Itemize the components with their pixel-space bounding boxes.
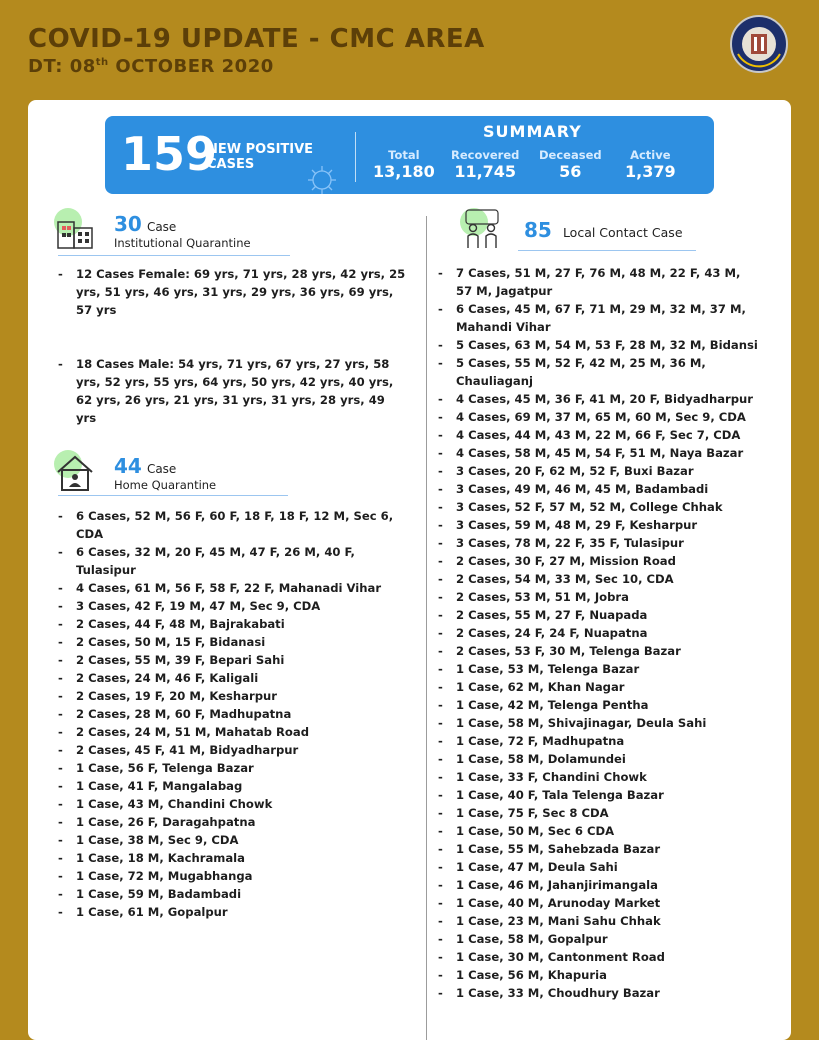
list-item: - 2 Cases, 24 F, 24 F, Nuapatna [438,624,760,642]
list-item: - 5 Cases, 55 M, 52 F, 42 M, 25 M, 36 M, Chauliaganj [438,354,760,390]
municipal-corporation-logo [729,14,789,74]
list-item: - 4 Cases, 45 M, 36 F, 41 M, 20 F, Bidyadharpur [438,390,760,408]
list-item: - 5 Cases, 63 M, 54 M, 53 F, 28 M, 32 M, Bidansi [438,336,760,354]
column-divider [426,216,427,1040]
list-item: - 1 Case, 43 M, Chandini Chowk [58,795,408,813]
institutional-heading [114,212,251,250]
home-underline [58,495,288,496]
list-item: - 1 Case, 59 M, Badambadi [58,885,408,903]
local-count: 85 [524,218,552,242]
list-item: - 1 Case, 42 M, Telenga Pentha [438,696,760,714]
stat-recovered-label: Recovered [451,148,520,162]
virus-icon [301,162,343,194]
list-item: - 3 Cases, 59 M, 48 M, 29 F, Kesharpur [438,516,760,534]
list-item: - 6 Cases, 32 M, 20 F, 45 M, 47 F, 26 M, 40 F, Tulasipur [58,543,408,579]
building-icon [52,208,98,250]
summary-banner [105,116,714,194]
list-item: - 3 Cases, 52 F, 57 M, 52 M, College Chhak [438,498,760,516]
new-positive-label-line1: NEW POSITIVE [207,142,314,157]
local-list [438,264,760,1002]
list-item: - 3 Cases, 42 F, 19 M, 47 M, Sec 9, CDA [58,597,408,615]
contact-people-icon [458,206,508,250]
list-item: - 1 Case, 18 M, Kachramala [58,849,408,867]
list-item: - 6 Cases, 52 M, 56 F, 60 F, 18 F, 18 F, 12 M, Sec 6, CDA [58,507,408,543]
stat-total-value: 13,180 [373,162,435,181]
list-item: - 18 Cases Male: 54 yrs, 71 yrs, 67 yrs, 27 yrs, 58 yrs, 52 yrs, 55 yrs, 64 yrs, 50 yrs, 42 yrs, 40 yrs, 62 yrs, 26 yrs, 21 yrs, 31 yrs, 31 yrs, 28 yrs, 49 yrs [58,355,408,427]
list-item: - 1 Case, 62 M, Khan Nagar [438,678,760,696]
summary-title: SUMMARY [483,122,582,141]
list-item: - 1 Case, 23 M, Mani Sahu Chhak [438,912,760,930]
date-suffix: OCTOBER 2020 [108,56,274,77]
list-item: - 1 Case, 40 F, Tala Telenga Bazar [438,786,760,804]
list-item: - 2 Cases, 55 M, 27 F, Nuapada [438,606,760,624]
list-item: - 1 Case, 33 F, Chandini Chowk [438,768,760,786]
stat-recovered-value: 11,745 [454,162,517,181]
list-item: - 2 Cases, 24 M, 51 M, Mahatab Road [58,723,408,741]
list-item: - 1 Case, 40 M, Arunoday Market [438,894,760,912]
list-item: - 4 Cases, 69 M, 37 M, 65 M, 60 M, Sec 9, CDA [438,408,760,426]
home-list [58,507,408,921]
list-item: - 1 Case, 38 M, Sec 9, CDA [58,831,408,849]
list-item: - 1 Case, 58 M, Shivajinagar, Deula Sahi [438,714,760,732]
list-item: - 4 Cases, 44 M, 43 M, 22 M, 66 F, Sec 7, CDA [438,426,760,444]
list-item: - 2 Cases, 54 M, 33 M, Sec 10, CDA [438,570,760,588]
date-ordinal: th [95,57,109,68]
list-item: - 1 Case, 55 M, Sahebzada Bazar [438,840,760,858]
stat-deceased-label: Deceased [539,148,602,162]
list-item: - 1 Case, 26 F, Daragahpatna [58,813,408,831]
home-count: 44 [114,454,142,478]
home-word: Case [146,462,177,476]
institutional-word: Case [146,220,177,234]
new-positive-label-line2: CASES [207,157,255,172]
institutional-list [58,265,408,427]
local-label: Local Contact Case [562,225,683,240]
list-item: - 3 Cases, 78 M, 22 F, 35 F, Tulasipur [438,534,760,552]
local-heading [524,218,683,242]
stat-recovered [451,148,519,181]
list-item: - 2 Cases, 30 F, 27 M, Mission Road [438,552,760,570]
list-item: - 1 Case, 30 M, Cantonment Road [438,948,760,966]
list-item: - 1 Case, 33 M, Choudhury Bazar [438,984,760,1002]
new-positive-count: 159 [121,127,218,181]
list-item: - 2 Cases, 19 F, 20 M, Kesharpur [58,687,408,705]
home-icon [52,450,98,492]
list-item: - 2 Cases, 45 F, 41 M, Bidyadharpur [58,741,408,759]
list-item: - 3 Cases, 20 F, 62 M, 52 F, Buxi Bazar [438,462,760,480]
list-item: - 1 Case, 75 F, Sec 8 CDA [438,804,760,822]
list-item: - 2 Cases, 53 M, 51 M, Jobra [438,588,760,606]
list-item: - 2 Cases, 28 M, 60 F, Madhupatna [58,705,408,723]
stat-total-label: Total [388,148,420,162]
stat-deceased [539,148,602,181]
institutional-count: 30 [114,212,142,236]
list-item: - 2 Cases, 50 M, 15 F, Bidanasi [58,633,408,651]
page-title: COVID-19 UPDATE - CMC AREA [28,24,485,54]
list-item: - 1 Case, 61 M, Gopalpur [58,903,408,921]
list-item: - 4 Cases, 58 M, 45 M, 54 F, 51 M, Naya Bazar [438,444,760,462]
list-item: - 2 Cases, 55 M, 39 F, Bepari Sahi [58,651,408,669]
list-item: - 6 Cases, 45 M, 67 F, 71 M, 29 M, 32 M, 37 M, Mahandi Vihar [438,300,760,336]
list-item: - 2 Cases, 53 F, 30 M, Telenga Bazar [438,642,760,660]
stat-active-value: 1,379 [625,162,676,181]
list-item: - 2 Cases, 44 F, 48 M, Bajrakabati [58,615,408,633]
list-item: - 1 Case, 56 M, Khapuria [438,966,760,984]
list-item: - 1 Case, 56 F, Telenga Bazar [58,759,408,777]
report-date [28,56,274,77]
list-item: - 1 Case, 41 F, Mangalabag [58,777,408,795]
list-item: - 1 Case, 72 M, Mugabhanga [58,867,408,885]
list-item: - 1 Case, 58 M, Dolamundei [438,750,760,768]
institutional-label: Institutional Quarantine [114,236,251,250]
banner-divider [355,132,356,182]
list-item: - 4 Cases, 61 M, 56 F, 58 F, 22 F, Mahanadi Vihar [58,579,408,597]
stat-deceased-value: 56 [559,162,582,181]
date-prefix: DT: 08 [28,56,96,77]
list-item: - 2 Cases, 24 M, 46 F, Kaligali [58,669,408,687]
content-card [28,100,791,1040]
list-item: - 7 Cases, 51 M, 27 F, 76 M, 48 M, 22 F, 43 M, 57 M, Jagatpur [438,264,760,300]
stat-active [625,148,676,181]
institutional-underline [58,255,290,256]
list-item: - 1 Case, 50 M, Sec 6 CDA [438,822,760,840]
list-item: - 12 Cases Female: 69 yrs, 71 yrs, 28 yrs, 42 yrs, 25 yrs, 51 yrs, 46 yrs, 31 yrs, 29 yrs, 36 yrs, 69 yrs, 57 yrs [58,265,408,319]
list-item: - 1 Case, 46 M, Jahanjirimangala [438,876,760,894]
list-item: - 1 Case, 58 M, Gopalpur [438,930,760,948]
list-item: - 1 Case, 72 F, Madhupatna [438,732,760,750]
list-item: - 1 Case, 47 M, Deula Sahi [438,858,760,876]
list-item: - 3 Cases, 49 M, 46 M, 45 M, Badambadi [438,480,760,498]
list-item: - 1 Case, 53 M, Telenga Bazar [438,660,760,678]
home-heading [114,454,216,492]
stat-active-label: Active [630,148,671,162]
home-label: Home Quarantine [114,478,217,492]
stat-total [373,148,435,181]
local-underline [518,250,696,251]
